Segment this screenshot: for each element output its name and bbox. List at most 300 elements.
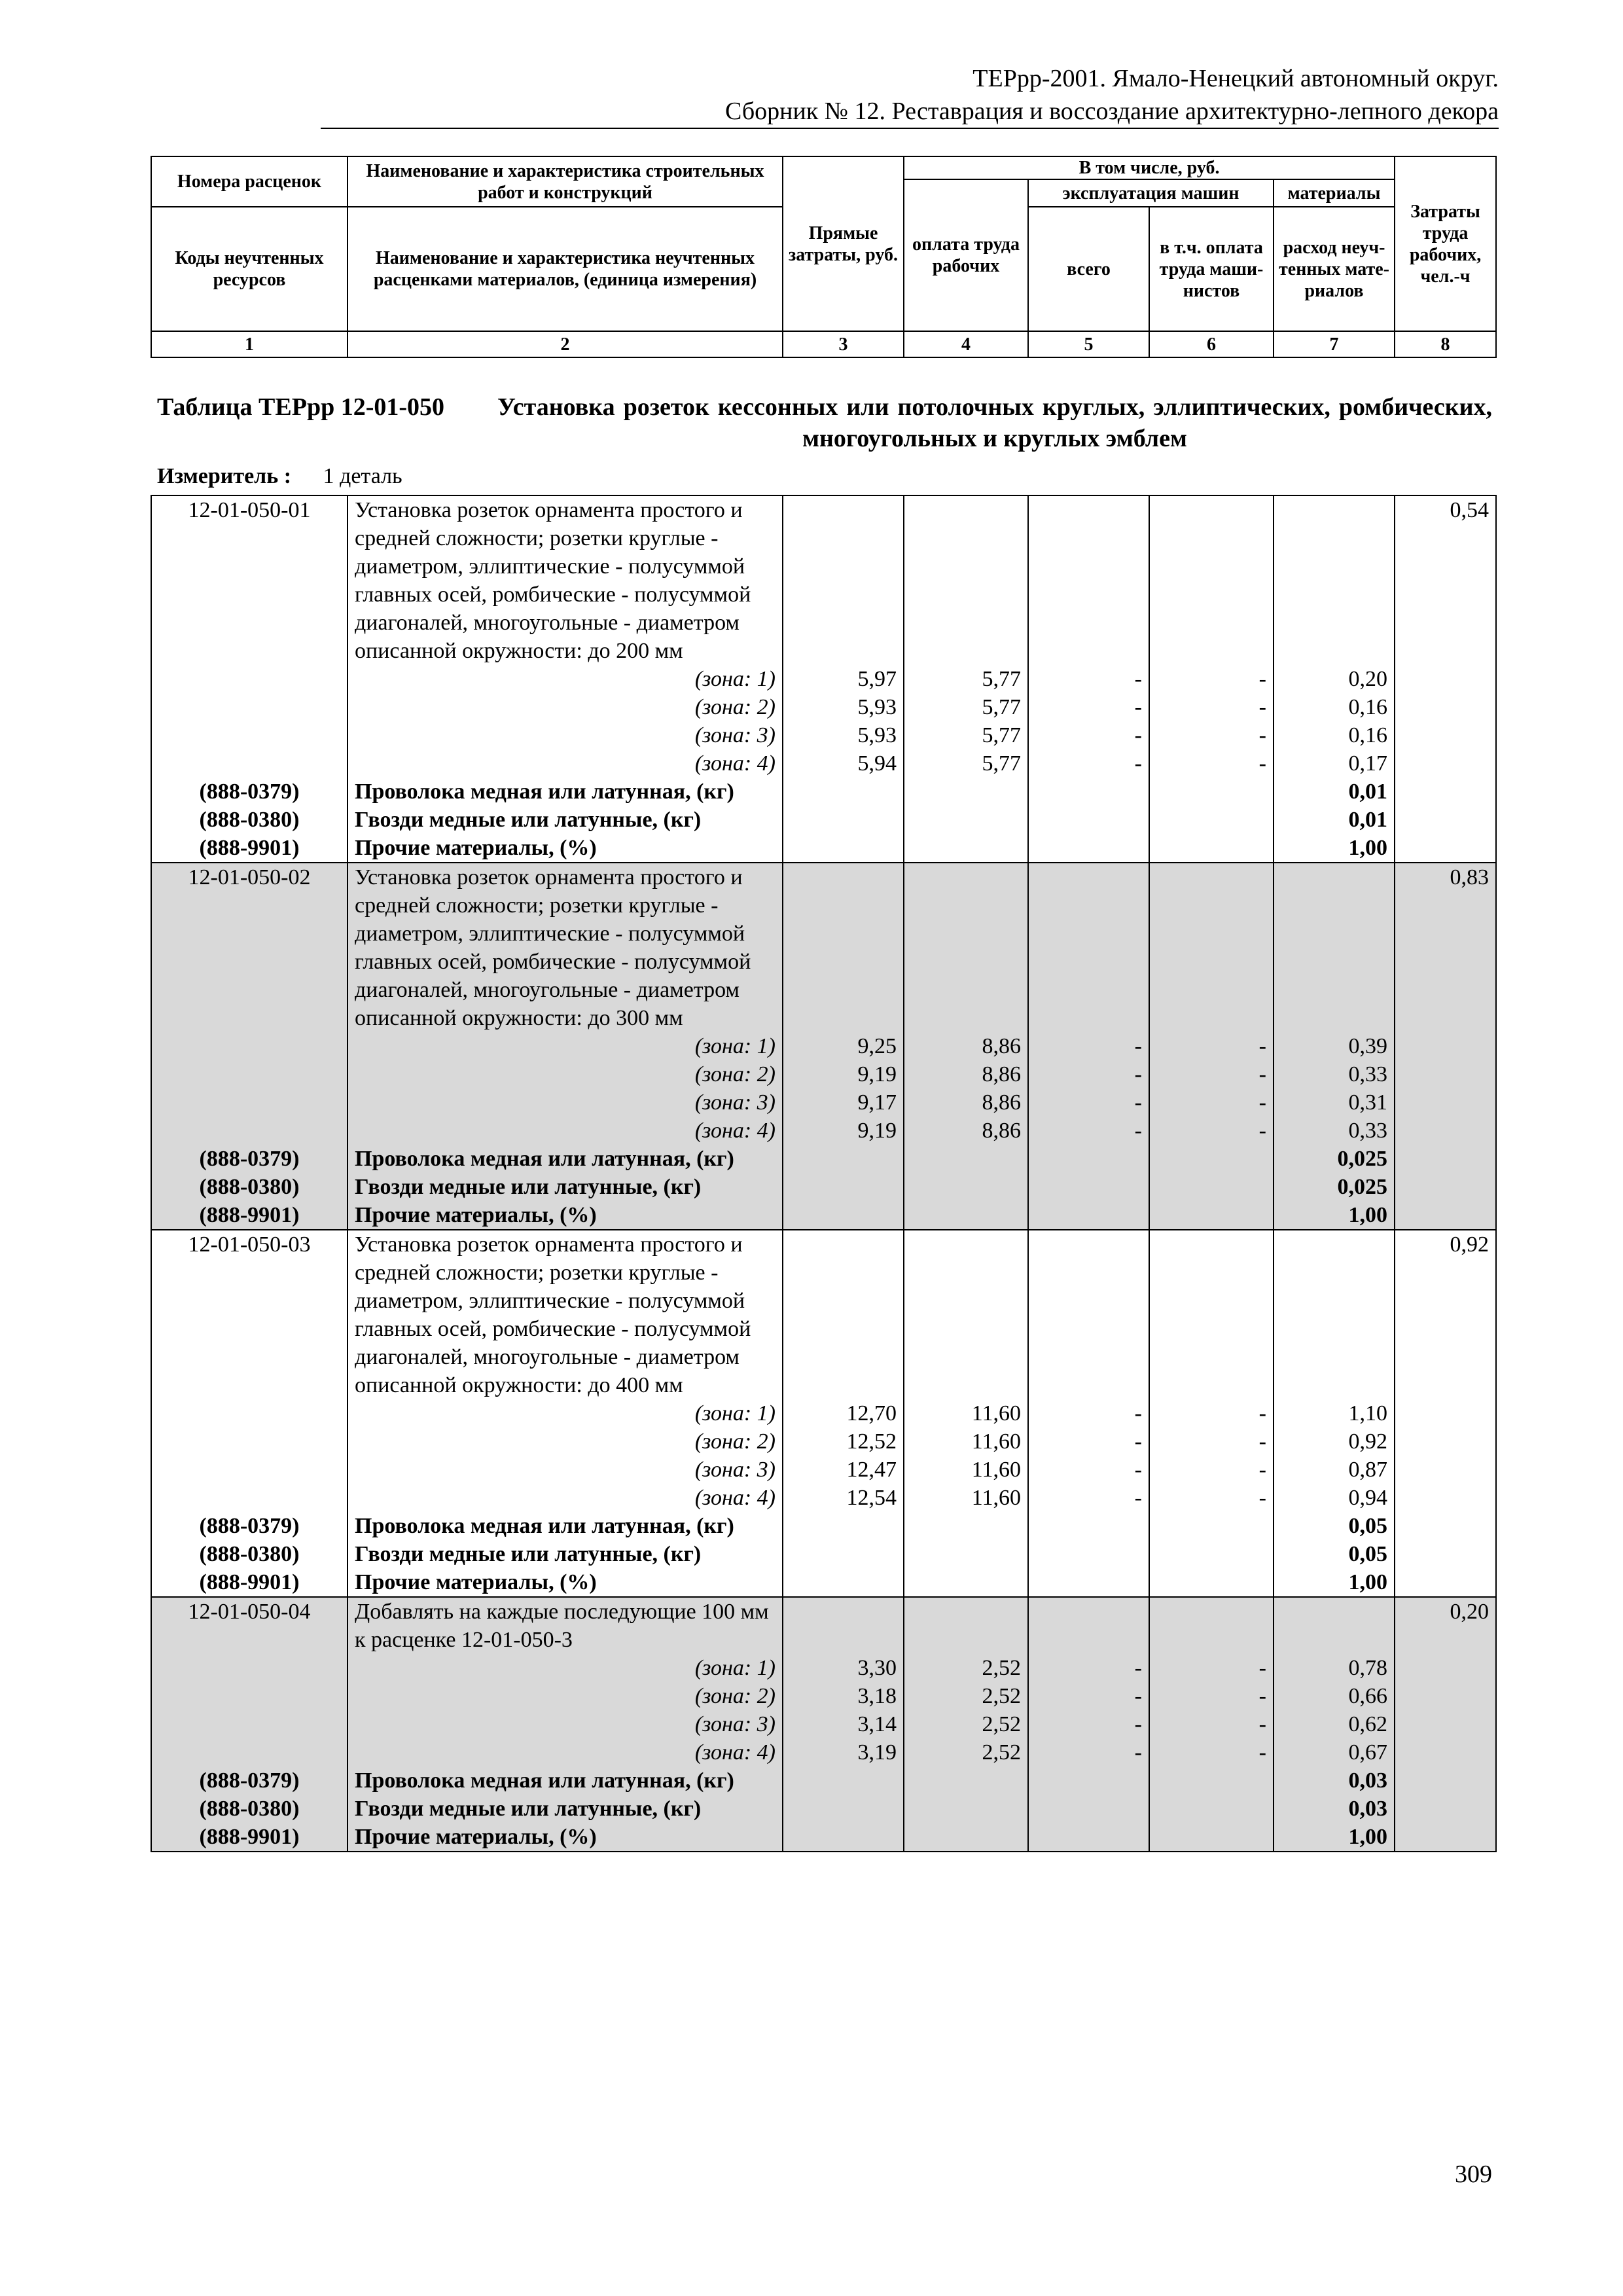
- machinist-pay: -: [1149, 1427, 1274, 1456]
- resource-name: Прочие материалы, (%): [348, 834, 783, 863]
- table-row: [151, 1795, 1496, 1823]
- machinist-pay: -: [1149, 749, 1274, 778]
- direct-cost: 3,30: [783, 1654, 904, 1682]
- empty-cell: [1395, 721, 1496, 749]
- resource-code: (888-9901): [151, 1568, 348, 1597]
- empty-cell: [1395, 834, 1496, 863]
- direct-cost: 9,19: [783, 1060, 904, 1088]
- materials-cost: 0,78: [1274, 1654, 1395, 1682]
- resource-quantity: 0,03: [1274, 1767, 1395, 1795]
- materials-cost: 0,16: [1274, 693, 1395, 721]
- worker-pay: 8,86: [904, 1088, 1028, 1117]
- zone-label: (зона: 1): [348, 1654, 783, 1682]
- empty-cell: [904, 863, 1028, 1032]
- machine-cost: -: [1028, 1032, 1149, 1060]
- zone-label: (зона: 3): [348, 1088, 783, 1117]
- machinist-pay: -: [1149, 1738, 1274, 1767]
- materials-cost: 0,66: [1274, 1682, 1395, 1710]
- materials-cost: 0,94: [1274, 1484, 1395, 1512]
- materials-cost: 0,16: [1274, 721, 1395, 749]
- empty-cell: [904, 1597, 1028, 1654]
- measure-line: [157, 463, 402, 490]
- empty-cell: [1395, 1173, 1496, 1201]
- table-row: [151, 1032, 1496, 1060]
- empty-cell: [904, 1512, 1028, 1540]
- empty-cell: [1274, 863, 1395, 1032]
- empty-cell: [1395, 1484, 1496, 1512]
- empty-cell: [1149, 495, 1274, 665]
- resource-name: Прочие материалы, (%): [348, 1201, 783, 1230]
- empty-cell: [1149, 1823, 1274, 1852]
- empty-cell: [783, 1230, 904, 1399]
- direct-cost: 5,93: [783, 693, 904, 721]
- table-row: [151, 1512, 1496, 1540]
- resource-code: (888-0380): [151, 1540, 348, 1568]
- empty-cell: [151, 1456, 348, 1484]
- worker-pay: 5,77: [904, 721, 1028, 749]
- empty-cell: [783, 1540, 904, 1568]
- rate-code: 12-01-050-02: [151, 863, 348, 1032]
- empty-cell: [1395, 1512, 1496, 1540]
- empty-cell: [783, 806, 904, 834]
- materials-cost: 0,39: [1274, 1032, 1395, 1060]
- machinist-pay: -: [1149, 1032, 1274, 1060]
- empty-cell: [1149, 1173, 1274, 1201]
- empty-cell: [1395, 1823, 1496, 1852]
- machine-cost: -: [1028, 1710, 1149, 1738]
- table-row: [151, 863, 1496, 1032]
- resource-quantity: 1,00: [1274, 1568, 1395, 1597]
- machine-cost: -: [1028, 1399, 1149, 1427]
- empty-cell: [1395, 1767, 1496, 1795]
- empty-cell: [151, 1427, 348, 1456]
- empty-cell: [1274, 495, 1395, 665]
- resource-code: (888-0379): [151, 1767, 348, 1795]
- empty-cell: [904, 1568, 1028, 1597]
- table-row: [151, 1060, 1496, 1088]
- machines-header: эксплуатация машин: [1028, 179, 1274, 207]
- machine-cost: -: [1028, 1738, 1149, 1767]
- col8-header: Затраты труда рабочих, чел.-ч: [1395, 156, 1496, 331]
- rate-code: 12-01-050-01: [151, 495, 348, 665]
- worker-pay: 2,52: [904, 1738, 1028, 1767]
- table-row: [151, 1456, 1496, 1484]
- worker-pay: 11,60: [904, 1484, 1028, 1512]
- empty-cell: [151, 1738, 348, 1767]
- direct-cost: 3,14: [783, 1710, 904, 1738]
- labor-cost: 0,83: [1395, 863, 1496, 1032]
- empty-cell: [1395, 1088, 1496, 1117]
- empty-cell: [1028, 1568, 1149, 1597]
- empty-cell: [1028, 1823, 1149, 1852]
- machine-cost: -: [1028, 1117, 1149, 1145]
- resource-quantity: 1,00: [1274, 834, 1395, 863]
- table-row: [151, 1145, 1496, 1173]
- machinist-pay: -: [1149, 1484, 1274, 1512]
- machine-cost: -: [1028, 1682, 1149, 1710]
- rate-description: Установка розеток орнамента простого и средней сложности; розетки круглые - диаметром, эллиптические - полусуммой главных осей, ромбические - полусуммой диагоналей, многоугольные - диаметром описанной окружности: до 400 мм: [348, 1230, 783, 1399]
- empty-cell: [1149, 1540, 1274, 1568]
- col5-header: всего: [1028, 207, 1149, 331]
- empty-cell: [783, 495, 904, 665]
- empty-cell: [1395, 1145, 1496, 1173]
- materials-cost: 0,33: [1274, 1117, 1395, 1145]
- empty-cell: [1149, 1767, 1274, 1795]
- rate-description: Добавлять на каждые последующие 100 мм к расценке 12-01-050-3: [348, 1597, 783, 1654]
- direct-cost: 5,93: [783, 721, 904, 749]
- zone-label: (зона: 2): [348, 693, 783, 721]
- empty-cell: [1028, 1597, 1149, 1654]
- direct-cost: 12,52: [783, 1427, 904, 1456]
- table-row: [151, 778, 1496, 806]
- resource-quantity: 0,05: [1274, 1512, 1395, 1540]
- empty-cell: [904, 1823, 1028, 1852]
- empty-cell: [1149, 806, 1274, 834]
- rate-code: 12-01-050-03: [151, 1230, 348, 1399]
- col-number: 7: [1274, 331, 1395, 357]
- empty-cell: [783, 1201, 904, 1230]
- col3-header: Прямые затраты, руб.: [783, 156, 904, 331]
- table-row: [151, 1230, 1496, 1399]
- empty-cell: [151, 749, 348, 778]
- resource-name: Гвозди медные или латунные, (кг): [348, 1795, 783, 1823]
- rate-code: 12-01-050-04: [151, 1597, 348, 1654]
- measure-label: Измеритель :: [157, 464, 292, 488]
- col-number: 5: [1028, 331, 1149, 357]
- direct-cost: 5,94: [783, 749, 904, 778]
- empty-cell: [904, 1230, 1028, 1399]
- rates-table: [151, 495, 1497, 1852]
- machinist-pay: -: [1149, 1088, 1274, 1117]
- table-row: [151, 1654, 1496, 1682]
- empty-cell: [783, 1823, 904, 1852]
- empty-cell: [904, 495, 1028, 665]
- materials-header: материалы: [1274, 179, 1395, 207]
- resource-quantity: 0,01: [1274, 778, 1395, 806]
- resource-quantity: 0,03: [1274, 1795, 1395, 1823]
- resource-code: (888-0380): [151, 1173, 348, 1201]
- empty-cell: [1028, 1230, 1149, 1399]
- resource-quantity: 0,01: [1274, 806, 1395, 834]
- empty-cell: [151, 1654, 348, 1682]
- empty-cell: [1149, 834, 1274, 863]
- empty-cell: [151, 1032, 348, 1060]
- resource-name: Проволока медная или латунная, (кг): [348, 778, 783, 806]
- table-row: [151, 806, 1496, 834]
- empty-cell: [1149, 1145, 1274, 1173]
- direct-cost: 12,47: [783, 1456, 904, 1484]
- group-header: В том числе, руб.: [904, 156, 1395, 179]
- resource-code: (888-0380): [151, 806, 348, 834]
- machine-cost: -: [1028, 1456, 1149, 1484]
- materials-cost: 0,17: [1274, 749, 1395, 778]
- empty-cell: [1149, 863, 1274, 1032]
- empty-cell: [904, 1173, 1028, 1201]
- resource-quantity: 0,05: [1274, 1540, 1395, 1568]
- machinist-pay: -: [1149, 1710, 1274, 1738]
- resource-name: Проволока медная или латунная, (кг): [348, 1767, 783, 1795]
- empty-cell: [783, 1568, 904, 1597]
- materials-cost: 0,33: [1274, 1060, 1395, 1088]
- table-row: [151, 1597, 1496, 1654]
- machinist-pay: -: [1149, 721, 1274, 749]
- materials-cost: 0,62: [1274, 1710, 1395, 1738]
- direct-cost: 9,19: [783, 1117, 904, 1145]
- empty-cell: [1028, 1767, 1149, 1795]
- table-row: [151, 1088, 1496, 1117]
- zone-label: (зона: 4): [348, 1484, 783, 1512]
- resource-name: Прочие материалы, (%): [348, 1823, 783, 1852]
- col1-bottom-header: Коды неучтенных ресурсов: [151, 207, 348, 331]
- empty-cell: [1149, 1512, 1274, 1540]
- table-caption: Установка розеток кессонных или потолочных круглых, эллиптических, ромбических, многоугольных и круглых эмблем: [497, 393, 1492, 452]
- empty-cell: [1274, 1597, 1395, 1654]
- col7-header: расход неуч-тенных мате-риалов: [1274, 207, 1395, 331]
- empty-cell: [904, 1540, 1028, 1568]
- page-number: 309: [1455, 2161, 1492, 2188]
- empty-cell: [151, 665, 348, 693]
- empty-cell: [1395, 749, 1496, 778]
- machinist-pay: -: [1149, 1117, 1274, 1145]
- empty-cell: [151, 721, 348, 749]
- resource-code: (888-0380): [151, 1795, 348, 1823]
- resource-name: Проволока медная или латунная, (кг): [348, 1512, 783, 1540]
- empty-cell: [1028, 495, 1149, 665]
- resource-code: (888-9901): [151, 834, 348, 863]
- empty-cell: [151, 1710, 348, 1738]
- empty-cell: [783, 1512, 904, 1540]
- machinist-pay: -: [1149, 1399, 1274, 1427]
- empty-cell: [1395, 1710, 1496, 1738]
- empty-cell: [1395, 1060, 1496, 1088]
- col2-top-header: Наименование и характеристика строительных работ и конструкций: [348, 156, 783, 207]
- table-row: [151, 1427, 1496, 1456]
- empty-cell: [783, 1767, 904, 1795]
- empty-cell: [1028, 1512, 1149, 1540]
- rate-description: Установка розеток орнамента простого и средней сложности; розетки круглые - диаметром, эллиптические - полусуммой главных осей, ромбические - полусуммой диагоналей, многоугольные - диаметром описанной окружности: до 200 мм: [348, 495, 783, 665]
- labor-cost: 0,92: [1395, 1230, 1496, 1399]
- empty-cell: [1395, 778, 1496, 806]
- resource-quantity: 1,00: [1274, 1201, 1395, 1230]
- materials-cost: 0,92: [1274, 1427, 1395, 1456]
- empty-cell: [904, 778, 1028, 806]
- resource-quantity: 1,00: [1274, 1823, 1395, 1852]
- empty-cell: [1149, 1795, 1274, 1823]
- zone-label: (зона: 1): [348, 1399, 783, 1427]
- empty-cell: [1028, 1540, 1149, 1568]
- empty-cell: [151, 1088, 348, 1117]
- empty-cell: [904, 806, 1028, 834]
- empty-cell: [1395, 665, 1496, 693]
- labor-cost: 0,20: [1395, 1597, 1496, 1654]
- empty-cell: [1395, 1654, 1496, 1682]
- table-row: [151, 1201, 1496, 1230]
- table-row: [151, 495, 1496, 665]
- machine-cost: -: [1028, 665, 1149, 693]
- resource-name: Гвозди медные или латунные, (кг): [348, 1173, 783, 1201]
- col-number: 4: [904, 331, 1028, 357]
- empty-cell: [151, 1117, 348, 1145]
- empty-cell: [1395, 1399, 1496, 1427]
- empty-cell: [783, 1145, 904, 1173]
- col1-top-header: Номера расценок: [151, 156, 348, 207]
- machine-cost: -: [1028, 1654, 1149, 1682]
- col-number: 6: [1149, 331, 1274, 357]
- direct-cost: 9,25: [783, 1032, 904, 1060]
- machinist-pay: -: [1149, 693, 1274, 721]
- resource-name: Гвозди медные или латунные, (кг): [348, 806, 783, 834]
- resource-name: Прочие материалы, (%): [348, 1568, 783, 1597]
- empty-cell: [1395, 1201, 1496, 1230]
- empty-cell: [904, 1767, 1028, 1795]
- worker-pay: 2,52: [904, 1682, 1028, 1710]
- materials-cost: 0,20: [1274, 665, 1395, 693]
- resource-code: (888-0379): [151, 1512, 348, 1540]
- empty-cell: [151, 1484, 348, 1512]
- labor-cost: 0,54: [1395, 495, 1496, 665]
- column-header-table: [151, 156, 1497, 358]
- empty-cell: [1028, 806, 1149, 834]
- empty-cell: [1395, 806, 1496, 834]
- machine-cost: -: [1028, 721, 1149, 749]
- empty-cell: [1149, 778, 1274, 806]
- direct-cost: 12,54: [783, 1484, 904, 1512]
- empty-cell: [783, 834, 904, 863]
- table-row: [151, 1117, 1496, 1145]
- empty-cell: [151, 1682, 348, 1710]
- empty-cell: [904, 1145, 1028, 1173]
- worker-pay: 8,86: [904, 1060, 1028, 1088]
- empty-cell: [783, 863, 904, 1032]
- resource-quantity: 0,025: [1274, 1173, 1395, 1201]
- zone-label: (зона: 4): [348, 749, 783, 778]
- empty-cell: [1274, 1230, 1395, 1399]
- resource-code: (888-9901): [151, 1201, 348, 1230]
- zone-label: (зона: 4): [348, 1117, 783, 1145]
- direct-cost: 3,19: [783, 1738, 904, 1767]
- machine-cost: -: [1028, 1484, 1149, 1512]
- materials-cost: 1,10: [1274, 1399, 1395, 1427]
- table-row: [151, 1710, 1496, 1738]
- materials-cost: 0,31: [1274, 1088, 1395, 1117]
- empty-cell: [1395, 1682, 1496, 1710]
- table-row: [151, 721, 1496, 749]
- empty-cell: [1395, 1117, 1496, 1145]
- machinist-pay: -: [1149, 1060, 1274, 1088]
- table-row: [151, 665, 1496, 693]
- table-row: [151, 1568, 1496, 1597]
- machinist-pay: -: [1149, 1682, 1274, 1710]
- empty-cell: [1028, 1145, 1149, 1173]
- resource-code: (888-9901): [151, 1823, 348, 1852]
- direct-cost: 9,17: [783, 1088, 904, 1117]
- table-row: [151, 1484, 1496, 1512]
- resource-quantity: 0,025: [1274, 1145, 1395, 1173]
- machinist-pay: -: [1149, 1456, 1274, 1484]
- empty-cell: [1395, 1427, 1496, 1456]
- worker-pay: 5,77: [904, 693, 1028, 721]
- machinist-pay: -: [1149, 665, 1274, 693]
- zone-label: (зона: 2): [348, 1682, 783, 1710]
- zone-label: (зона: 2): [348, 1427, 783, 1456]
- header-line-2: Сборник № 12. Реставрация и воссоздание архитектурно-лепного декора: [321, 95, 1499, 129]
- empty-cell: [1149, 1568, 1274, 1597]
- zone-label: (зона: 2): [348, 1060, 783, 1088]
- worker-pay: 11,60: [904, 1399, 1028, 1427]
- table-row: [151, 1682, 1496, 1710]
- materials-cost: 0,87: [1274, 1456, 1395, 1484]
- header-line-1: ТЕРрр-2001. Ямало-Ненецкий автономный округ.: [972, 65, 1499, 92]
- worker-pay: 5,77: [904, 749, 1028, 778]
- machine-cost: -: [1028, 693, 1149, 721]
- running-header: [321, 62, 1499, 129]
- direct-cost: 3,18: [783, 1682, 904, 1710]
- empty-cell: [783, 1795, 904, 1823]
- empty-cell: [1028, 863, 1149, 1032]
- empty-cell: [1028, 1201, 1149, 1230]
- empty-cell: [783, 1173, 904, 1201]
- col-number: 1: [151, 331, 348, 357]
- empty-cell: [1149, 1230, 1274, 1399]
- zone-label: (зона: 3): [348, 721, 783, 749]
- machine-cost: -: [1028, 749, 1149, 778]
- machine-cost: -: [1028, 1088, 1149, 1117]
- empty-cell: [1028, 778, 1149, 806]
- machine-cost: -: [1028, 1427, 1149, 1456]
- table-row: [151, 1823, 1496, 1852]
- empty-cell: [783, 778, 904, 806]
- worker-pay: 2,52: [904, 1710, 1028, 1738]
- empty-cell: [1395, 1540, 1496, 1568]
- worker-pay: 2,52: [904, 1654, 1028, 1682]
- empty-cell: [151, 1399, 348, 1427]
- worker-pay: 8,86: [904, 1032, 1028, 1060]
- empty-cell: [1395, 1738, 1496, 1767]
- col-number: 3: [783, 331, 904, 357]
- table-row: [151, 1399, 1496, 1427]
- resource-name: Гвозди медные или латунные, (кг): [348, 1540, 783, 1568]
- measure-value: 1 деталь: [323, 464, 402, 488]
- table-row: [151, 1738, 1496, 1767]
- zone-label: (зона: 4): [348, 1738, 783, 1767]
- table-row: [151, 1540, 1496, 1568]
- table-number: Таблица ТЕРрр 12-01-050: [157, 393, 445, 421]
- empty-cell: [1395, 1032, 1496, 1060]
- materials-cost: 0,67: [1274, 1738, 1395, 1767]
- zone-label: (зона: 3): [348, 1710, 783, 1738]
- table-row: [151, 693, 1496, 721]
- worker-pay: 11,60: [904, 1456, 1028, 1484]
- empty-cell: [783, 1597, 904, 1654]
- resource-code: (888-0379): [151, 778, 348, 806]
- col4-header: оплата труда рабочих: [904, 179, 1028, 331]
- empty-cell: [904, 1201, 1028, 1230]
- empty-cell: [1395, 693, 1496, 721]
- resource-name: Проволока медная или латунная, (кг): [348, 1145, 783, 1173]
- col-number: 2: [348, 331, 783, 357]
- direct-cost: 12,70: [783, 1399, 904, 1427]
- empty-cell: [151, 693, 348, 721]
- rate-description: Установка розеток орнамента простого и средней сложности; розетки круглые - диаметром, эллиптические - полусуммой главных осей, ромбические - полусуммой диагоналей, многоугольные - диаметром описанной окружности: до 300 мм: [348, 863, 783, 1032]
- empty-cell: [1149, 1201, 1274, 1230]
- empty-cell: [904, 1795, 1028, 1823]
- zone-label: (зона: 1): [348, 665, 783, 693]
- direct-cost: 5,97: [783, 665, 904, 693]
- zone-label: (зона: 3): [348, 1456, 783, 1484]
- table-row: [151, 1767, 1496, 1795]
- empty-cell: [1395, 1795, 1496, 1823]
- col6-header: в т.ч. оплата труда маши-нистов: [1149, 207, 1274, 331]
